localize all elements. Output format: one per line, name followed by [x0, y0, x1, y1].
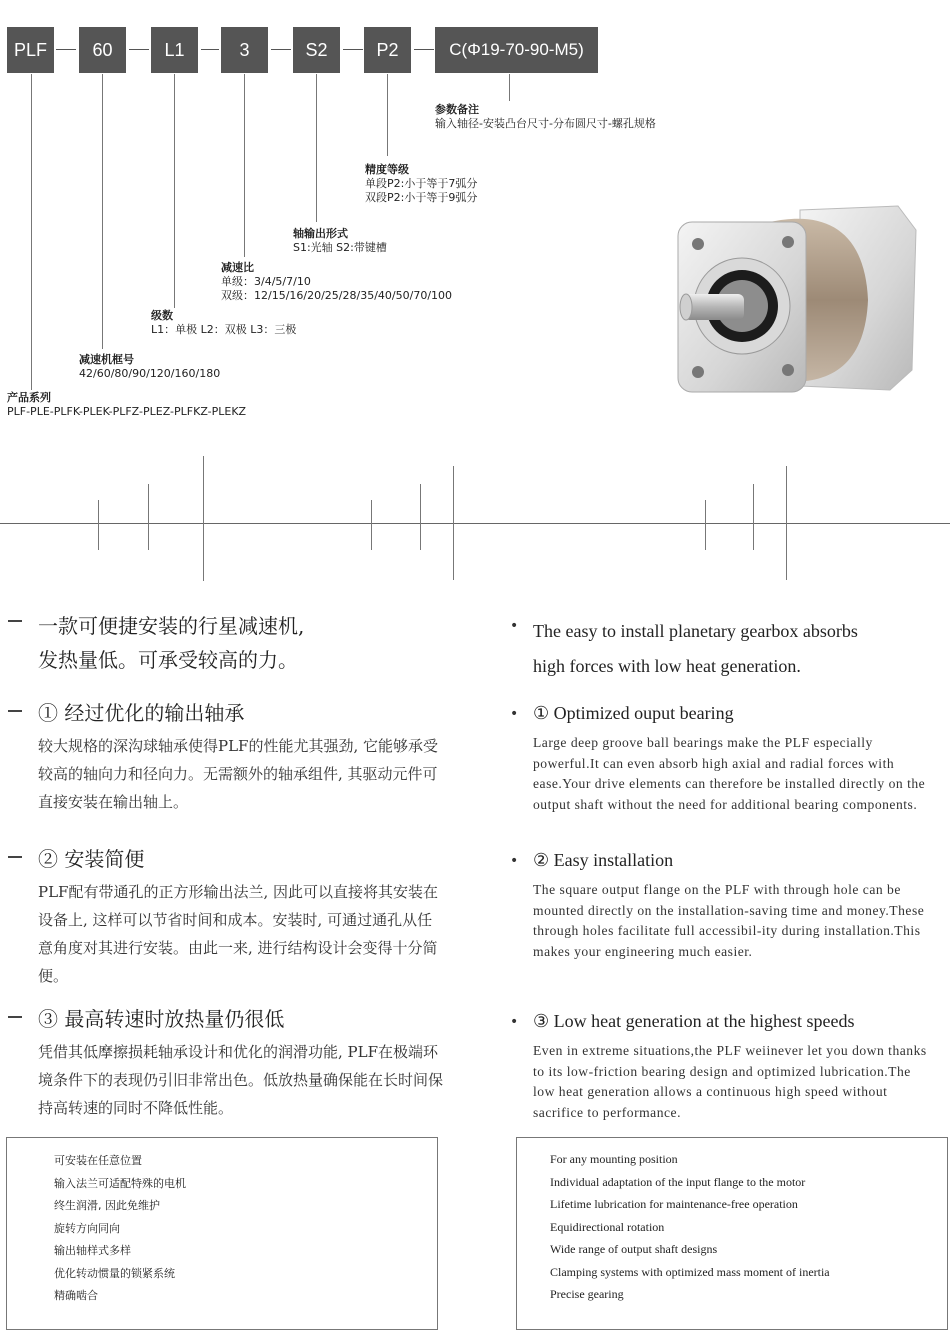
cn-s1-body: 较大规格的深沟球轴承使得PLF的性能尤其强劲, 它能够承受较高的轴向力和径向力。无需额外的轴承组件, 其驱动元件可直接安装在输出轴上。 — [38, 737, 439, 811]
dash-marker — [8, 1016, 22, 1018]
en-intro-line1: The easy to install planetary gearbox absorbs — [533, 621, 858, 641]
legend-stages-title: 级数 — [151, 309, 173, 322]
features-list-en — [550, 1152, 830, 1310]
axis-tick — [705, 500, 706, 550]
feature-item: 输出轴样式多样 — [54, 1244, 131, 1257]
leader-line-frame — [102, 74, 103, 349]
cn-intro-line1: 一款可便捷安装的行星减速机, — [38, 614, 305, 638]
en-s3-body: Even in extreme situations,the PLF weiinever let you down thanks to its low-friction bearing design and optimized lubrication.The low heat generation allows a continuous high speed without sacrifice to performance. — [533, 1043, 927, 1120]
code-segment-series: PLF — [7, 27, 54, 73]
legend-ratio — [221, 261, 452, 303]
code-connector — [271, 49, 291, 50]
axis-tick — [203, 456, 204, 581]
features-list-cn — [54, 1152, 186, 1310]
legend-params-title: 参数备注 — [435, 103, 479, 116]
feature-item: Precise gearing — [550, 1287, 624, 1301]
leader-line-series — [31, 74, 32, 390]
code-segment-frame: 60 — [79, 27, 126, 73]
feature-item: Clamping systems with optimized mass moment of inertia — [550, 1264, 830, 1279]
legend-stages-text: L1：单极 L2：双极 L3：三极 — [151, 323, 297, 336]
leader-line-precision — [387, 74, 388, 156]
code-connector — [56, 49, 76, 50]
axis-tick — [453, 466, 454, 580]
legend-output-shaft — [293, 227, 387, 255]
dash-marker — [8, 620, 22, 622]
cn-s2-body: PLF配有带通孔的正方形输出法兰, 因此可以直接将其安装在设备上, 这样可以节省时间和成本。安装时, 可通过通孔从任意角度对其进行安装。由此一来, 进行结构设计会变得十分简便。 — [38, 883, 439, 985]
axis-tick — [420, 484, 421, 550]
leader-line-shaft — [316, 74, 317, 222]
legend-ratio-single: 单级：3/4/5/7/10 — [221, 275, 311, 288]
feature-item: Lifetime lubrication for maintenance-free operation — [550, 1197, 798, 1211]
axis-tick — [148, 484, 149, 550]
legend-frame-title: 减速机框号 — [79, 353, 134, 366]
legend-precision-single: 单段P2:小于等于7弧分 — [365, 177, 478, 190]
dash-marker — [8, 710, 22, 712]
legend-params-text: 输入轴径-安装凸台尺寸-分布圆尺寸-螺孔规格 — [435, 117, 656, 130]
code-connector — [343, 49, 363, 50]
legend-precision-double: 双段P2:小于等于9弧分 — [365, 191, 478, 204]
leader-line-ratio — [244, 74, 245, 257]
legend-shaft-text: S1:光轴 S2:带键槽 — [293, 241, 387, 254]
legend-ratio-title: 减速比 — [221, 261, 254, 274]
divider-axis — [0, 523, 950, 524]
cn-intro-line2: 发热量低。可承受较高的力。 — [38, 648, 298, 672]
bullet-marker: • — [510, 1014, 519, 1030]
bullet-marker: • — [510, 618, 519, 634]
feature-item: For any mounting position — [550, 1152, 678, 1166]
code-connector — [129, 49, 149, 50]
bullet-marker: • — [510, 853, 519, 869]
legend-params — [435, 103, 656, 131]
legend-precision-title: 精度等级 — [365, 163, 409, 176]
cn-s3-body: 凭借其低摩擦损耗轴承设计和优化的润滑功能, PLF在极端环境条件下的表现仍引旧非常出色。低放热量确保能在长时间保持高转速的同时不降低性能。 — [38, 1043, 444, 1117]
legend-series — [7, 391, 246, 419]
code-segment-shaft: S2 — [293, 27, 340, 73]
leader-line-stages — [174, 74, 175, 308]
cn-s2-title: ② 安装简便 — [38, 847, 145, 871]
axis-tick — [786, 466, 787, 580]
bullet-marker: • — [510, 706, 519, 722]
feature-item: 优化转动惯量的锁紧系统 — [54, 1266, 175, 1280]
en-intro-line2: high forces with low heat generation. — [533, 656, 801, 676]
feature-item: Equidirectional rotation — [550, 1219, 665, 1234]
axis-tick — [98, 500, 99, 550]
legend-shaft-title: 轴输出形式 — [293, 227, 348, 240]
feature-item: 输入法兰可适配特殊的电机 — [54, 1176, 186, 1190]
code-connector — [201, 49, 219, 50]
features-box-cn — [6, 1137, 438, 1330]
leader-line-params — [509, 74, 510, 101]
en-intro — [533, 614, 858, 684]
axis-tick — [753, 484, 754, 550]
feature-item: Wide range of output shaft designs — [550, 1242, 718, 1256]
feature-item: 可安装在任意位置 — [54, 1154, 142, 1167]
en-s1-body: Large deep groove ball bearings make the PLF especially powerful.It can even absorb high axial and radial forces with ease.Your drive elements can therefore be installed directly on the output shaft without the need for additional bearing components. — [533, 735, 926, 812]
code-segment-ratio: 3 — [221, 27, 268, 73]
features-box-en — [516, 1137, 948, 1330]
axis-tick — [371, 500, 372, 550]
feature-item: 旋转方向同向 — [54, 1221, 120, 1235]
gearbox-product-image — [650, 200, 930, 410]
legend-series-title: 产品系列 — [7, 391, 51, 404]
legend-ratio-double: 双级：12/15/16/20/25/28/35/40/50/70/100 — [221, 289, 453, 302]
en-s2-title: ② Easy installation — [533, 850, 674, 870]
legend-stages — [151, 309, 296, 337]
legend-precision — [365, 163, 477, 205]
feature-item: Individual adaptation of the input flange to the motor — [550, 1174, 806, 1189]
code-connector — [414, 49, 434, 50]
legend-series-text: PLF-PLE-PLFK-PLEK-PLFZ-PLEZ-PLFKZ-PLEKZ — [7, 405, 247, 418]
cn-s3-title: ③ 最高转速时放热量仍很低 — [38, 1007, 285, 1031]
en-s3-title: ③ Low heat generation at the highest speeds — [533, 1011, 855, 1031]
en-s2-body: The square output flange on the PLF with through hole can be mounted directly on the installation-saving time and money.These through holes facilitate full accessibil-ity during installation.This makes your engineering much easier. — [533, 882, 925, 959]
code-segment-params: C(Φ19-70-90-M5) — [435, 27, 598, 73]
legend-frame-text: 42/60/80/90/120/160/180 — [79, 367, 221, 380]
code-segment-precision: P2 — [364, 27, 411, 73]
code-segment-stages: L1 — [151, 27, 198, 73]
cn-s1-title: ① 经过优化的输出轴承 — [38, 701, 245, 725]
feature-item: 终生润滑, 因此免维护 — [54, 1199, 160, 1212]
dash-marker — [8, 856, 22, 858]
en-s1-title: ① Optimized ouput bearing — [533, 703, 734, 723]
cn-intro — [38, 609, 304, 677]
feature-item: 精确啮合 — [54, 1289, 98, 1302]
legend-frame — [79, 353, 220, 381]
